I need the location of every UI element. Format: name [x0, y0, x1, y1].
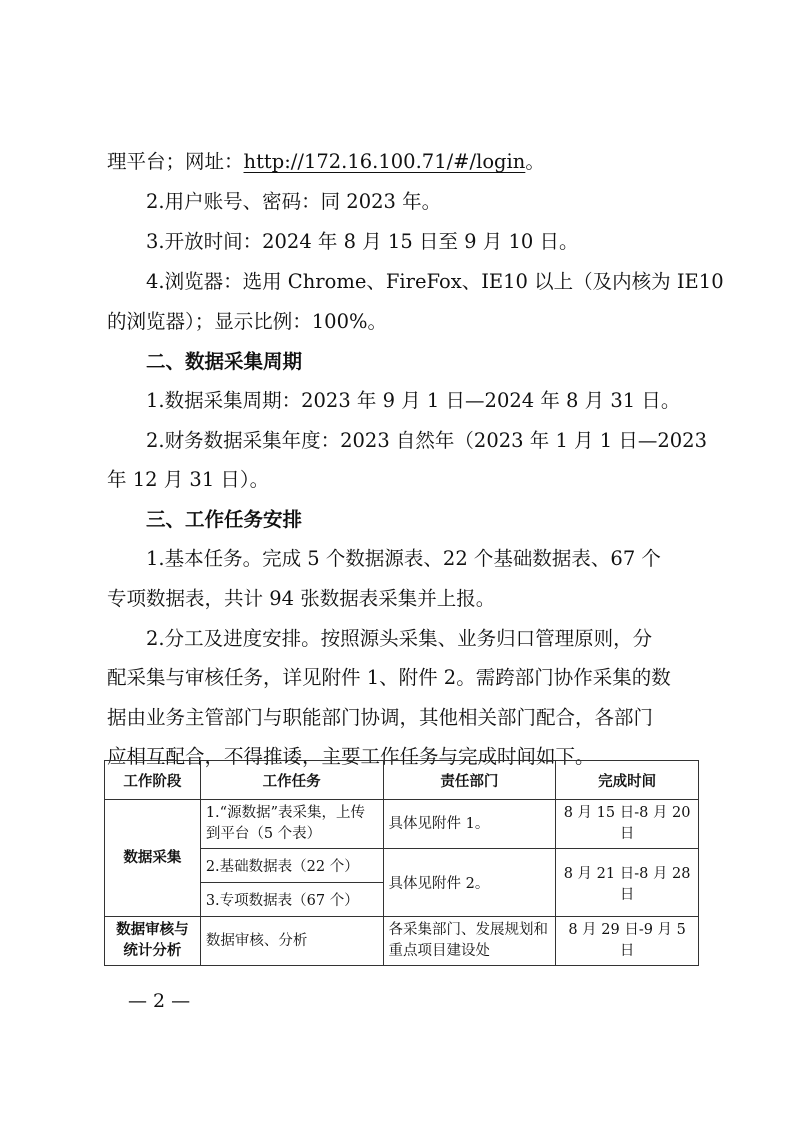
department-cell: 具体见附件 2。: [383, 849, 556, 917]
paragraph-line: 据由业务主管部门与职能部门协调，其他相关部门配合，各部门: [107, 706, 654, 729]
task-cell: 3.专项数据表（67 个）: [200, 883, 383, 917]
task-cell: 1.“源数据”表采集，上传到平台（5 个表）: [200, 800, 383, 849]
section-heading: 三、工作任务安排: [146, 508, 303, 531]
stage-cell: 数据审核与统计分析: [105, 917, 201, 966]
header-deadline: 完成时间: [556, 761, 699, 800]
deadline-cell: 8 月 15 日-8 月 20 日: [556, 800, 699, 849]
task-schedule-table: [104, 760, 699, 966]
table-row: [105, 800, 699, 849]
paragraph-line: 年 12 月 31 日）。: [107, 468, 270, 491]
paragraph-line: 4.浏览器：选用 Chrome、FireFox、IE10 以上（及内核为 IE10: [146, 270, 724, 293]
paragraph-line: 专项数据表，共计 94 张数据表采集并上报。: [107, 587, 496, 610]
paragraph-line: 1.基本任务。完成 5 个数据源表、22 个基础数据表、67 个: [146, 547, 661, 570]
header-stage: 工作阶段: [105, 761, 201, 800]
paragraph-line: 配采集与审核任务，详见附件 1、附件 2。需跨部门协作采集的数: [107, 666, 671, 689]
header-department: 责任部门: [383, 761, 556, 800]
section-heading: 二、数据采集周期: [146, 350, 303, 373]
table-row: [105, 917, 699, 966]
paragraph-line: 3.开放时间：2024 年 8 月 15 日至 9 月 10 日。: [146, 230, 579, 253]
header-task: 工作任务: [200, 761, 383, 800]
paragraph-line: 2.用户账号、密码：同 2023 年。: [146, 190, 442, 213]
page-number: — 2 —: [128, 990, 191, 1012]
department-cell: 各采集部门、发展规划和重点项目建设处: [383, 917, 556, 966]
paragraph-line: [107, 147, 794, 177]
table-header-row: [105, 761, 699, 800]
department-cell: 具体见附件 1。: [383, 800, 556, 849]
text-segment: 理平台；网址：: [107, 150, 244, 173]
deadline-cell: 8 月 29 日-9 月 5 日: [556, 917, 699, 966]
deadline-cell: 8 月 21 日-8 月 28 日: [556, 849, 699, 917]
text-segment: 。: [525, 150, 545, 173]
paragraph-line: 的浏览器）；显示比例：100%。: [107, 310, 387, 333]
task-cell: 数据审核、分析: [200, 917, 383, 966]
paragraph-line: 1.数据采集周期：2023 年 9 月 1 日—2024 年 8 月 31 日。: [146, 389, 681, 412]
paragraph-line: 2.分工及进度安排。按照源头采集、业务归口管理原则，分: [146, 627, 653, 650]
stage-cell: 数据采集: [105, 800, 201, 917]
paragraph-line: 2.财务数据采集年度：2023 自然年（2023 年 1 月 1 日—2023: [146, 429, 707, 452]
paragraph-line: 应相互配合，不得推诿，主要工作任务与完成时间如下。: [107, 745, 595, 768]
login-url-link[interactable]: http://172.16.100.71/#/login: [243, 150, 526, 173]
task-cell: 2.基础数据表（22 个）: [200, 849, 383, 883]
